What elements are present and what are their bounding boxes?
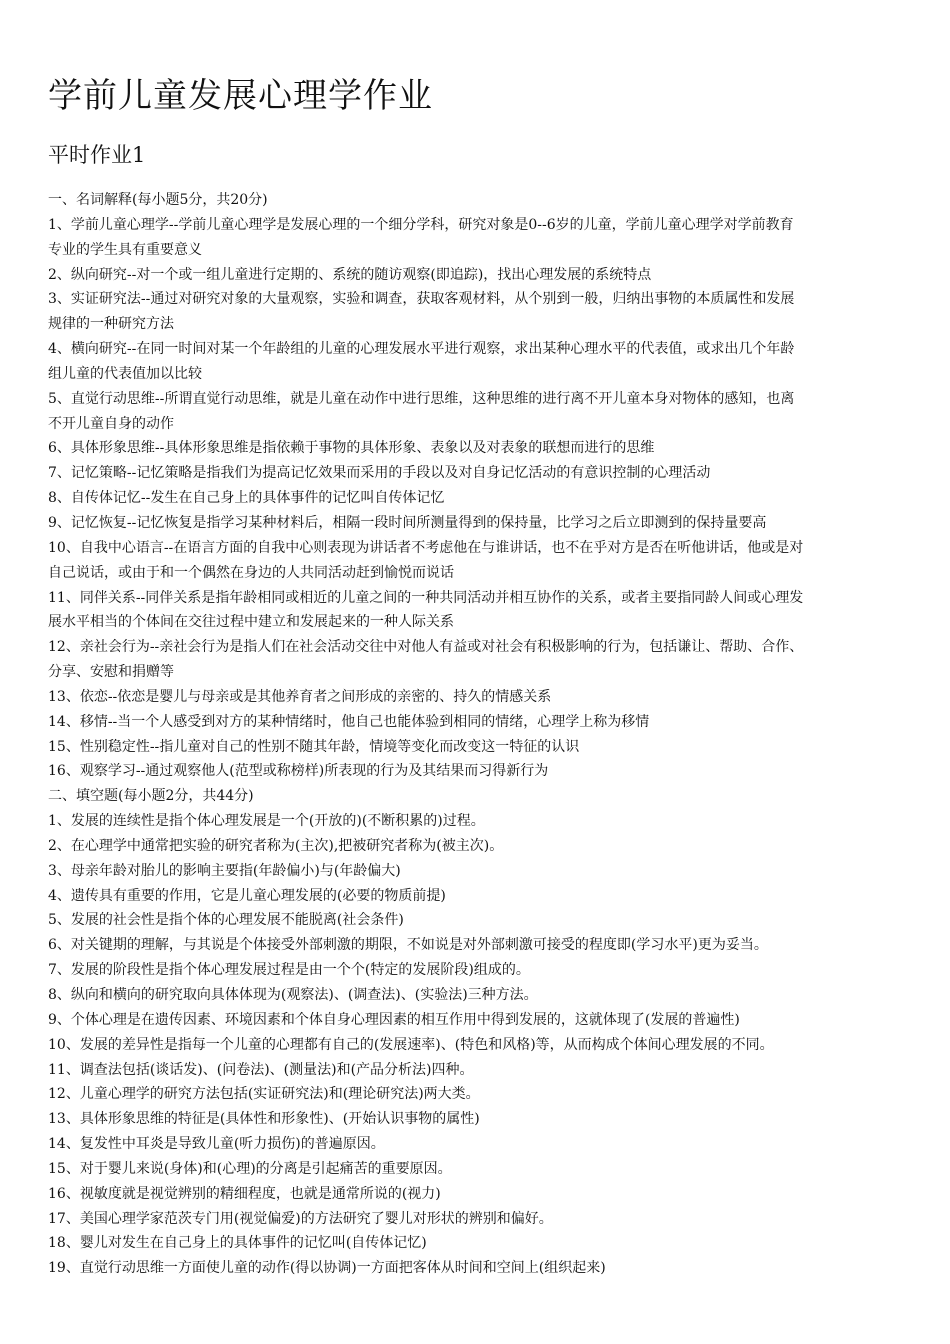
text-line: 4、横向研究--在同一时间对某一个年龄组的儿童的心理发展水平进行观察，求出某种心理水平的代表值，或求出几个年龄: [48, 341, 795, 358]
text-line: 分享、安慰和捐赠等: [48, 664, 174, 681]
document-title: 学前儿童发展心理学作业: [48, 76, 433, 116]
text-line: 10、发展的差异性是指每一个儿童的心理都有自己的(发展速率)、(特色和风格)等，从而构成个体间心理发展的不同。: [48, 1036, 774, 1053]
text-line: 6、对关键期的理解，与其说是个体接受外部刺激的期限，不如说是对外部刺激可接受的程度即(学习水平)更为妥当。: [48, 937, 768, 954]
text-line: 16、观察学习--通过观察他人(范型或称榜样)所表现的行为及其结果而习得新行为: [48, 763, 549, 780]
text-line: 8、纵向和横向的研究取向具体体现为(观察法)、(调查法)、(实验法)三种方法。: [48, 987, 538, 1003]
text-line: 18、婴儿对发生在自己身上的具体事件的记忆叫(自传体记忆): [48, 1235, 427, 1252]
text-line: 3、实证研究法--通过对研究对象的大量观察，实验和调查，获取客观材料，从个别到一般，归纳出事物的本质属性和发展: [48, 291, 795, 308]
text-line: 10、自我中心语言--在语言方面的自我中心则表现为讲话者不考虑他在与谁讲话，也不在乎对方是否在听他讲话，他或是对: [48, 539, 804, 556]
text-line: 16、视敏度就是视觉辨别的精细程度，也就是通常所说的(视力): [48, 1185, 441, 1202]
text-line: 9、个体心理是在遗传因素、环境因素和个体自身心理因素的相互作用中得到发展的，这就体现了(发展的普遍性): [48, 1011, 740, 1028]
text-line: 不开儿童自身的动作: [48, 415, 174, 432]
text-line: 11、调查法包括(谈话发)、(问卷法)、(测量法)和(产品分析法)四种。: [48, 1061, 474, 1078]
text-line: 13、依恋--依恋是婴儿与母亲或是其他养育者之间形成的亲密的、持久的情感关系: [48, 688, 552, 705]
text-line: 2、纵向研究--对一个或一组儿童进行定期的、系统的随访观察(即追踪)，找出心理发展的系统特点: [48, 266, 652, 283]
text-line: 14、复发性中耳炎是导致儿童(听力损伤)的普遍原因。: [48, 1136, 385, 1153]
text-line: 12、亲社会行为--亲社会行为是指人们在社会活动交往中对他人有益或对社会有积极影响的行为，包括谦让、帮助、合作、: [48, 639, 804, 656]
text-line: 8、自传体记忆--发生在自己身上的具体事件的记忆叫自传体记忆: [48, 490, 445, 507]
text-line: 15、对于婴儿来说(身体)和(心理)的分离是引起痛苦的重要原因。: [48, 1160, 452, 1177]
text-line: 2、在心理学中通常把实验的研究者称为(主次),把被研究者称为(被主次)。: [48, 837, 504, 854]
text-line: 自己说话，或由于和一个偶然在身边的人共同活动赶到愉悦而说话: [48, 564, 454, 581]
document-page: [48, 68, 904, 1281]
text-line: 6、具体形象思维--具体形象思维是指依赖于事物的具体形象、表象以及对表象的联想而进行的思维: [48, 440, 655, 457]
text-line: 二、填空题(每小题2分，共44分): [48, 788, 254, 805]
text-line: 一、名词解释(每小题5分，共20分): [48, 192, 268, 208]
text-line: 17、美国心理学家范茨专门用(视觉偏爱)的方法研究了婴儿对形状的辨别和偏好。: [48, 1210, 553, 1227]
text-line: 1、发展的连续性是指个体心理发展是一个(开放的)(不断积累的)过程。: [48, 813, 485, 830]
text-line: 13、具体形象思维的特征是(具体性和形象性)、(开始认识事物的属性): [48, 1111, 480, 1128]
text-line: 11、同伴关系--同伴关系是指年龄相同或相近的儿童之间的一种共同活动并相互协作的关系，或者主要指同龄人间或心理发: [48, 589, 804, 606]
document-body: [48, 188, 904, 1281]
text-line: 4、遗传具有重要的作用，它是儿童心理发展的(必要的物质前提): [48, 887, 446, 904]
text-line: 展水平相当的个体间在交往过程中建立和发展起来的一种人际关系: [48, 614, 454, 631]
text-line: 1、学前儿童心理学--学前儿童心理学是发展心理的一个细分学科，研究对象是0--6岁的儿童，学前儿童心理学对学前教育: [48, 216, 794, 233]
text-line: 组儿童的代表值加以比较: [48, 365, 202, 382]
text-line: 5、直觉行动思维--所谓直觉行动思维，就是儿童在动作中进行思维，这种思维的进行离不开儿童本身对物体的感知，也离: [48, 390, 795, 407]
text-line: 14、移情--当一个人感受到对方的某种情绪时，他自己也能体验到相同的情绪，心理学上称为移情: [48, 713, 650, 730]
text-line: 15、性别稳定性--指儿童对自己的性别不随其年龄，情境等变化而改变这一特征的认识: [48, 738, 580, 755]
text-line: 12、儿童心理学的研究方法包括(实证研究法)和(理论研究法)两大类。: [48, 1086, 480, 1103]
text-line: 规律的一种研究方法: [48, 316, 174, 333]
text-line: 专业的学生具有重要意义: [48, 241, 202, 258]
text-line: 7、记忆策略--记忆策略是指我们为提高记忆效果而采用的手段以及对自身记忆活动的有意识控制的心理活动: [48, 465, 711, 482]
text-line: 5、发展的社会性是指个体的心理发展不能脱离(社会条件): [48, 912, 404, 929]
text-line: 9、记忆恢复--记忆恢复是指学习某种材料后，相隔一段时间所测量得到的保持量，比学习之后立即测到的保持量要高: [48, 514, 767, 531]
text-line: 3、母亲年龄对胎儿的影响主要指(年龄偏小)与(年龄偏大): [48, 862, 401, 879]
text-line: 7、发展的阶段性是指个体心理发展过程是由一个个(特定的发展阶段)组成的。: [48, 962, 530, 979]
document-subtitle: 平时作业1: [48, 143, 146, 167]
text-line: 19、直觉行动思维一方面使儿童的动作(得以协调)一方面把客体从时间和空间上(组织起来): [48, 1260, 606, 1277]
